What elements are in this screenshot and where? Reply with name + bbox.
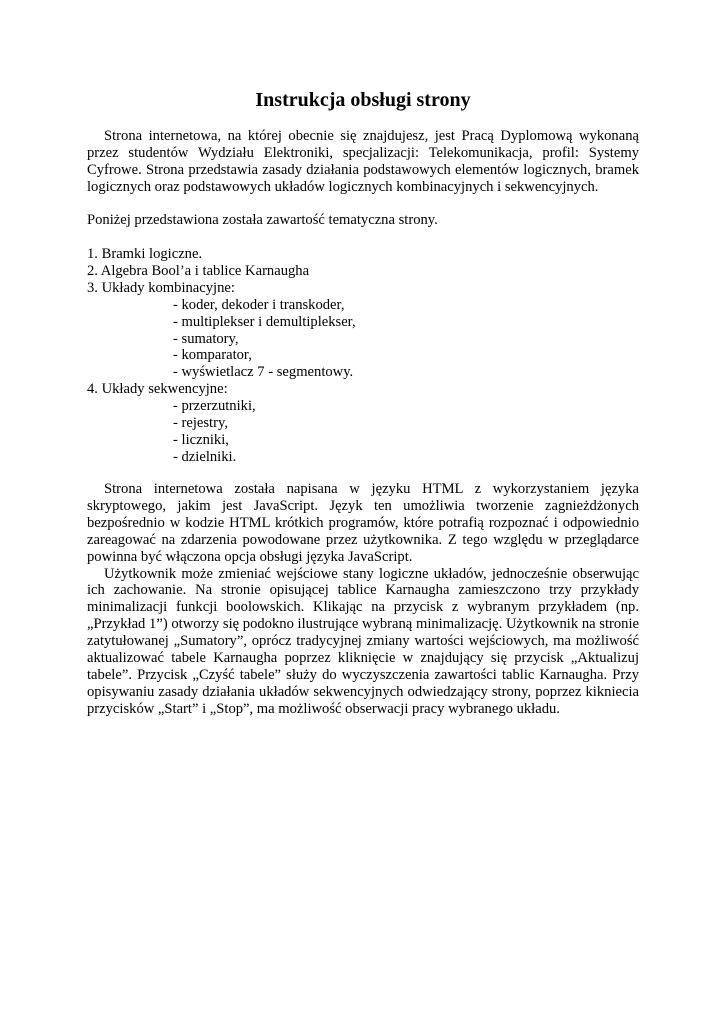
- list-item: 3. Układy kombinacyjne:: [87, 279, 235, 296]
- list-subitem: - rejestry,: [173, 415, 228, 432]
- javascript-paragraph: Strona internetowa została napisana w języku HTML z wykorzystaniem języka skryptowego, jakim jest JavaScript. Język ten umożliwia tworzenie zagnieżdżonych bezpośrednio w kodzie HTML krótkich programów, które potrafią rozpoznać i odpowiednio zareagować na zdarzenia powodowane przez użytkownika. Z tego względu w przeglądarce powinna być włączona opcja obsługi języka JavaScript.: [87, 481, 639, 565]
- contents-lead: Poniżej przedstawiona została zawartość tematyczna strony.: [87, 212, 438, 228]
- page-title: Instrukcja obsługi strony: [255, 89, 471, 111]
- list-subitem: - koder, dekoder i transkoder,: [173, 296, 345, 313]
- list-item: 1. Bramki logiczne.: [87, 246, 203, 262]
- list-subitem: - sumatory,: [173, 330, 239, 347]
- user-paragraph: Użytkownik może zmieniać wejściowe stany logiczne układów, jednocześnie obserwując ich zachowanie. Na stronie opisującej tablice Karnaugha zamieszczono trzy przykłady minimalizacji funkcji boolowskich. Klikając na przycisk z wybranym przykładem (np. „Przykład 1”) otworzy się podokno ilustrujące wybraną minimalizację. Użytkownik na stronie zatytułowanej „Sumatory”, oprócz tradycyjnej zmiany wartości wejściowych, ma możliwość aktualizować tabele Karnaugha poprzez kliknięcie w znajdujący się przycisk „Aktualizuj tabele”. Przycisk „Czyść tabele” służy do wyczyszczenia zawartości tablic Karnaugha. Przy opisywaniu zasady działania układów sekwencyjnych odwiedzający strony, poprzez kikniecia przycisków „Start” i „Stop”, ma możliwość obserwacji pracy wybranego układu.: [87, 565, 639, 717]
- list-subitem: - liczniki,: [173, 431, 229, 448]
- list-subitem: - przerzutniki,: [173, 398, 256, 415]
- intro-paragraph: Strona internetowa, na której obecnie się znajdujesz, jest Pracą Dyplomową wykonaną przez studentów Wydziału Elektroniki, specjalizacji: Telekomunikacja, profil: Systemy Cyfrowe. Strona przedstawia zasady działania podstawowych elementów logicznych, bramek logicznych oraz podstawowych układów logicznych kombinacyjnych i sekwencyjnych.: [87, 128, 639, 195]
- list-item: 2. Algebra Bool’a i tablice Karnaugha: [87, 262, 310, 279]
- list-subitem: - wyświetlacz 7 - segmentowy.: [173, 364, 354, 381]
- list-subitem: - komparator,: [173, 347, 252, 364]
- contents-list: [87, 246, 639, 466]
- closing-section: [87, 481, 639, 718]
- list-item: 4. Układy sekwencyjne:: [87, 381, 228, 398]
- list-subitem: - dzielniki.: [173, 448, 237, 465]
- list-subitem: - multiplekser i demultiplekser,: [173, 313, 356, 330]
